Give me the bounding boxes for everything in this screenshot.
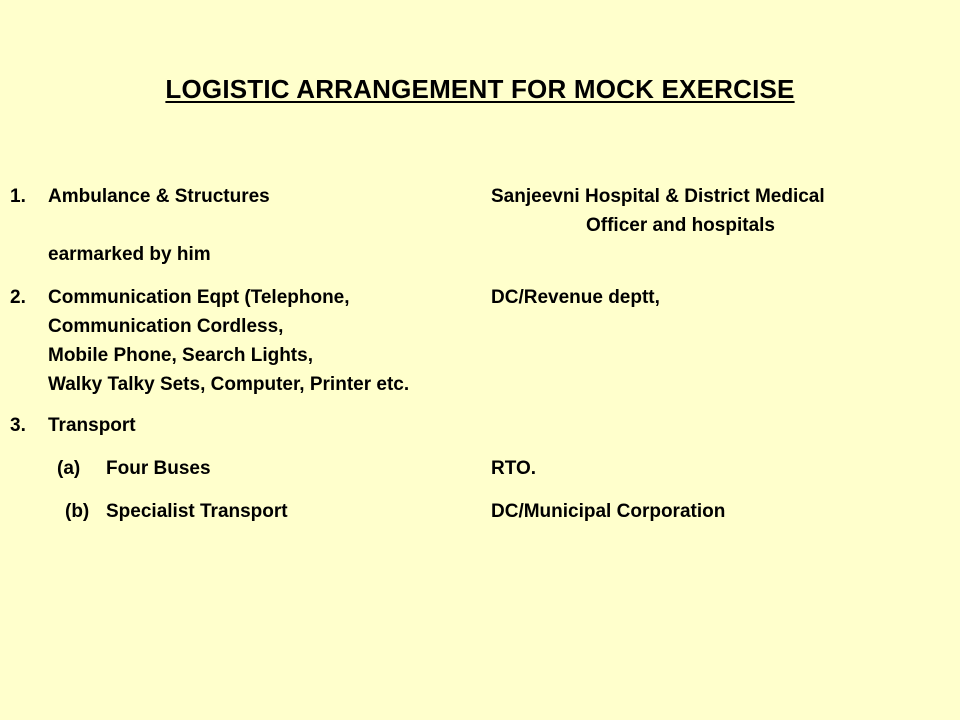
item-3a-marker: (a) (57, 458, 81, 479)
item-3a-label: Four Buses (106, 458, 211, 479)
item-3b-label: Specialist Transport (106, 501, 288, 522)
page-title: LOGISTIC ARRANGEMENT FOR MOCK EXERCISE (165, 74, 795, 104)
item-2-responsible: DC/Revenue deptt, (491, 287, 660, 308)
item-2-number: 2. (10, 287, 26, 308)
item-3b-marker: (b) (65, 501, 90, 522)
item-2-label-line-2: Communication Cordless, (48, 316, 284, 337)
item-1-number: 1. (10, 186, 26, 207)
item-3-label: Transport (48, 415, 136, 436)
item-1-responsible-line-3: earmarked by him (48, 244, 211, 265)
item-1-responsible-line-1: Sanjeevni Hospital & District Medical (491, 186, 825, 207)
item-3a-responsible: RTO. (491, 458, 537, 479)
item-1-label: Ambulance & Structures (48, 186, 270, 207)
item-2-label-line-3: Mobile Phone, Search Lights, (48, 345, 313, 366)
item-2-label-line-1: Communication Eqpt (Telephone, (48, 287, 350, 308)
item-1-responsible-line-2: Officer and hospitals (586, 215, 775, 236)
item-3-number: 3. (10, 415, 26, 436)
item-2-label-line-4: Walky Talky Sets, Computer, Printer etc. (48, 374, 410, 395)
item-3b-responsible: DC/Municipal Corporation (491, 501, 726, 522)
